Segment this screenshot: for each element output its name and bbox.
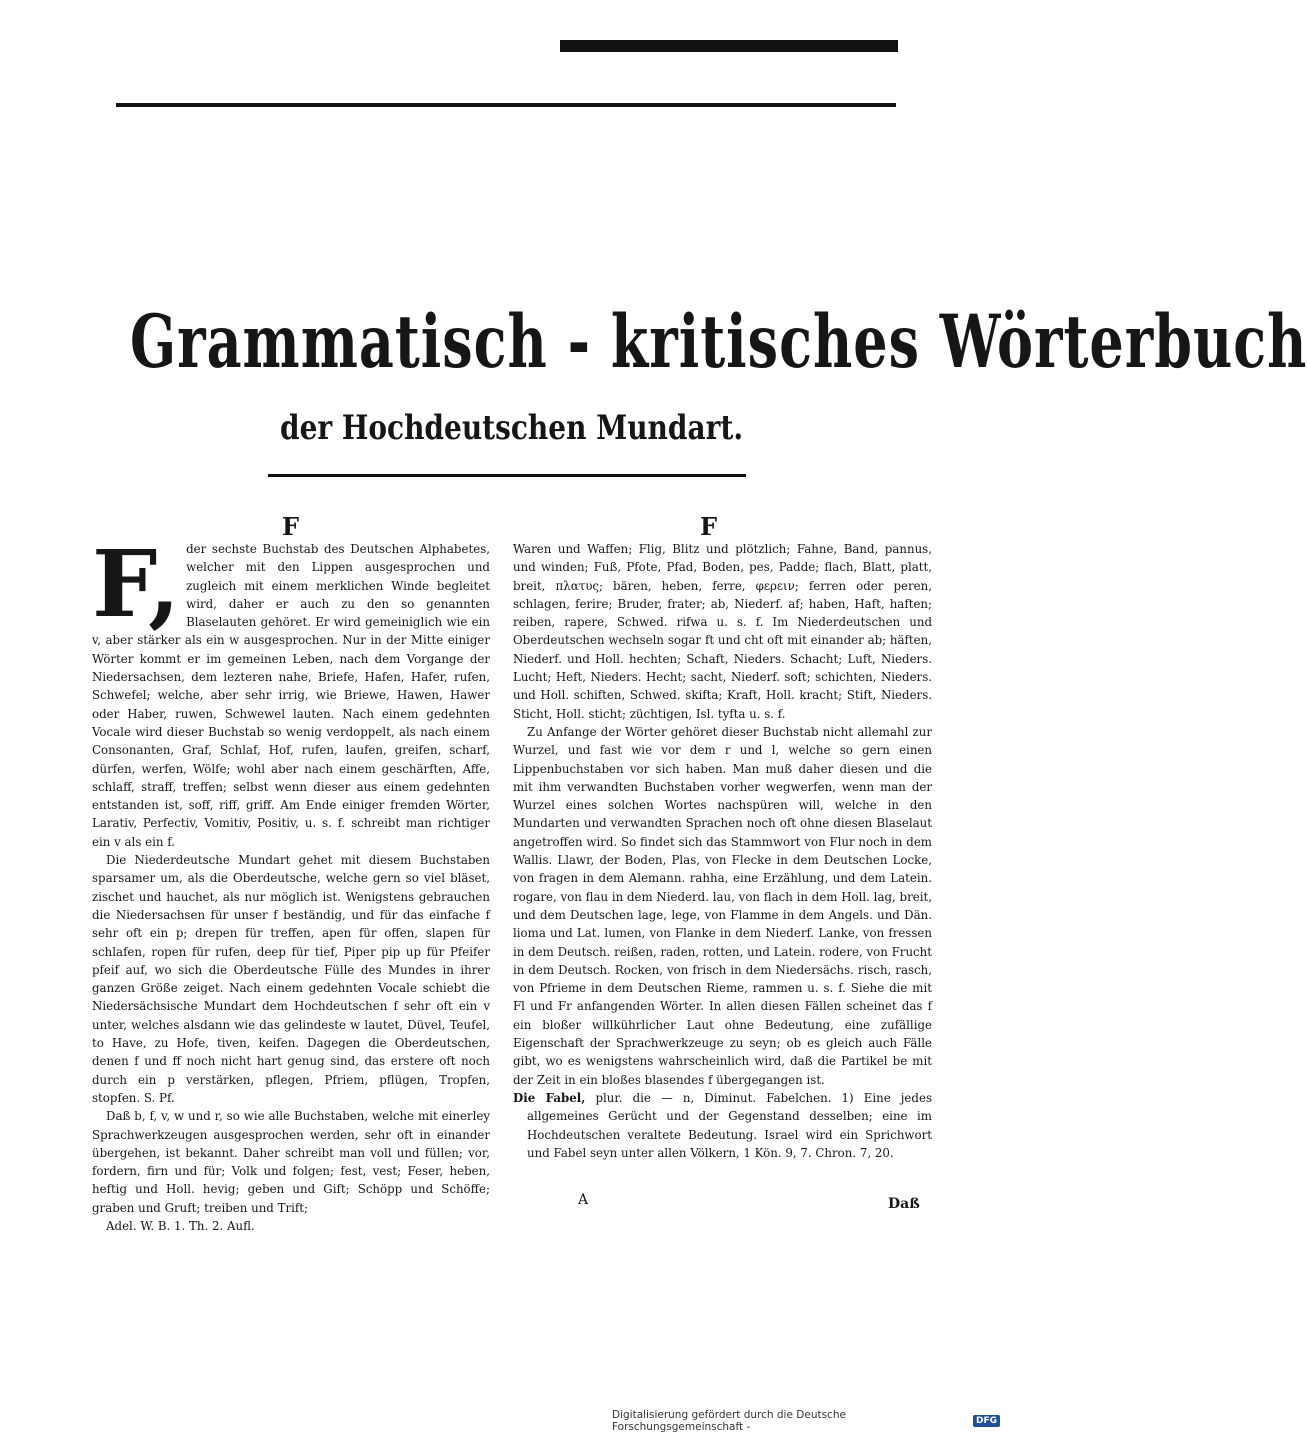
paragraph: Waren und Waffen; Flig, Blitz und plötzlich; Fahne, Band, pannus, und winden; Fuß, Pfote, Pfad, Boden, pes, Padde; flach, Blatt, platt, breit, πλατυς; bären, heben, ferre, φερειν; ferren oder peren, schlagen, ferire; Bruder, frater; ab, Niederf. af; haben, Haft, haften; reiben, rapere, Schwed. rifwa u. s. f. Im Niederdeutschen und Oberdeutschen wechseln sogar ft und cht oft mit einander ab; häften, Niederf. und Holl. hechten; Schaft, Nieders. Schacht; Luft, Nieders. Lucht; Heft, Nieders. Hecht; sacht, Niederf. soft; schichten, Nieders. und Holl. schiften, Schwed. skifta; Kraft, Holl. kracht; Stift, Nieders. Sticht, Holl. sticht; züchtigen, Isl. tyfta u. s. f. (513, 542, 932, 721)
page-subtitle: der Hochdeutschen Mundart. (280, 408, 744, 448)
drop-initial: F, (92, 530, 181, 638)
top-black-bar (560, 40, 898, 52)
left-column-head: F (282, 512, 300, 541)
signature-line: Adel. W. B. 1. Th. 2. Aufl. (106, 1218, 255, 1233)
paragraph: Die Niederdeutsche Mundart gehet mit diesem Buchstaben sparsamer um, als die Oberdeutsche, welche gern so viel bläset, zischet und hauchet, als nur möglich ist. Wenigstens gebrauchen die Niedersachsen für unser f beständig, und für das einfache f sehr oft ein p; drepen für treffen, apen für offen, slapen für schlafen, ropen für rufen, deep für tief, Piper pip up für Pfeifer pfeif auf, wo sich die Oberdeutsche Fülle des Mundes in ihrer ganzen Größe zeiget. Nach einem gedehnten Vocale schiebt die Niedersächsische Mundart dem Hochdeutschen f sehr oft ein v unter, welches alsdann wie das gelindeste w lautet, Düvel, Teufel, to Have, zu Hofe, tiven, keifen. Dagegen die Oberdeutschen, denen f und ff noch nicht hart genug sind, das erstere oft noch durch ein p verstärken, pflegen, Pfriem, pflügen, Tropfen, stopfen. S. Pf. (92, 853, 490, 1105)
paragraph: Zu Anfange der Wörter gehöret dieser Buchstab nicht allemahl zur Wurzel, und fast wie vor dem r und l, welche so gern einen Lippenbuchstaben vor sich haben. Man muß daher diesen und die mit ihm verwandten Buchstaben vorher wegwerfen, wenn man der Wurzel eines solchen Wortes nachspüren will, welche in den Mundarten und verwandten Sprachen noch oft ohne diesen Blaselaut angetroffen wird. So findet sich das Stammwort von Flur noch in dem Wallis. Llawr, der Boden, Plas, von Flecke in dem Deutschen Locke, von fragen in dem Alemann. rahha, eine Erzählung, und dem Latein. rogare, von flau in dem Niederd. lau, von flach in dem Holl. lag, breit, und dem Deutschen lage, lege, von Flamme in dem Angels. und Dän. lioma und Lat. lumen, von Flanke in dem Niederf. Lanke, von fressen in dem Deutsch. reißen, raden, rotten, und Latein. rodere, von Frucht in dem Deutsch. Rocken, von frisch in dem Niedersächs. risch, rasch, von Pfrieme in dem Deutschen Rieme, rammen u. s. f. Siehe die mit Fl und Fr anfangenden Wörter. In allen diesen Fällen scheinet das f ein bloßer willkührlicher Laut ohne Bedeutung, eine zufällige Eigenschaft der Sprachwerkzeuge zu seyn; ob es gleich auch Fälle gibt, wo es wenigstens wahrscheinlich wird, daß die Partikel be mit der Zeit in ein bloßes blasendes f übergegangen ist. (513, 724, 932, 1087)
title-rule (268, 474, 746, 477)
entry-text: plur. die — n, Diminut. Fabelchen. 1) Eine jedes allgemeines Gerücht und der Gegenstand desselben; eine im Hochdeutschen veraltete Bedeutung. Israel wird ein Sprichwort und Fabel seyn unter allen Völkern, 1 Kön. 9, 7. Chron. 7, 20. (527, 1090, 933, 1160)
paragraph: Daß b, f, v, w und r, so wie alle Buchstaben, welche mit einerley Sprachwerkzeugen ausgesprochen werden, sehr oft in einander übergehen, ist bekannt. Daher schreibt man voll und füllen; vor, fordern, firn und für; Volk und folgen; fest, vest; Feser, heben, heftig und Holl. hevig; geben und Gift; Schöpp und Schöffe; graben und Gruft; treiben und Trift; (92, 1109, 490, 1215)
left-column (92, 530, 490, 1235)
paragraph (92, 530, 490, 851)
paragraph-text: der sechste Buchstab des Deutschen Alphabetes, welcher mit den Lippen ausgesprochen und zugleich mit einem merklichen Winde begleitet wird, daher er auch zu den so genannten Blaselauten gehöret. Er wird gemeiniglich wie ein v, aber stärker als ein w ausgesprochen. Nur in der Mitte einiger Wörter kommt er im gemeinen Leben, nach dem Vorgange der Niedersachsen, dem lezteren nahe, Briefe, Hafen, Hafer, rufen, Schwefel; welche, aber sehr irrig, wie Briewe, Hawen, Hawer oder Haber, ruwen, Schwewel lauten. Nach einem gedehnten Vocale wird dieser Buchstab so wenig verdoppelt, als nach einem Consonanten, Graf, Schlaf, Hof, rufen, laufen, greifen, scharf, dürfen, werfen, Wölfe; wohl aber nach einem geschärften, Affe, schlaff, straff, treffen; selbst wenn dieser aus einem gedehnten entstanden ist, soff, riff, griff. Am Ende einiger fremden Wörter, Larativ, Perfectiv, Vomitiv, Positiv, u. s. f. schreibt man richtiger ein v als ein f. (92, 542, 490, 849)
page-title: Grammatisch - kritisches Wörterbuch (130, 298, 1307, 385)
dictionary-entry (513, 1089, 932, 1162)
top-rule (116, 103, 896, 107)
right-column (513, 540, 932, 1162)
catchword: Daß (888, 1196, 920, 1212)
footer-credit: Digitalisierung gefördert durch die Deutsche Forschungsgemeinschaft - (612, 1409, 846, 1433)
dfg-logo-icon: DFG (973, 1415, 1000, 1427)
digitization-footer (612, 1409, 1000, 1433)
right-column-head: F (700, 512, 718, 541)
signature-mark: A (578, 1192, 589, 1208)
entry-headword: Die Fabel, (513, 1090, 586, 1105)
